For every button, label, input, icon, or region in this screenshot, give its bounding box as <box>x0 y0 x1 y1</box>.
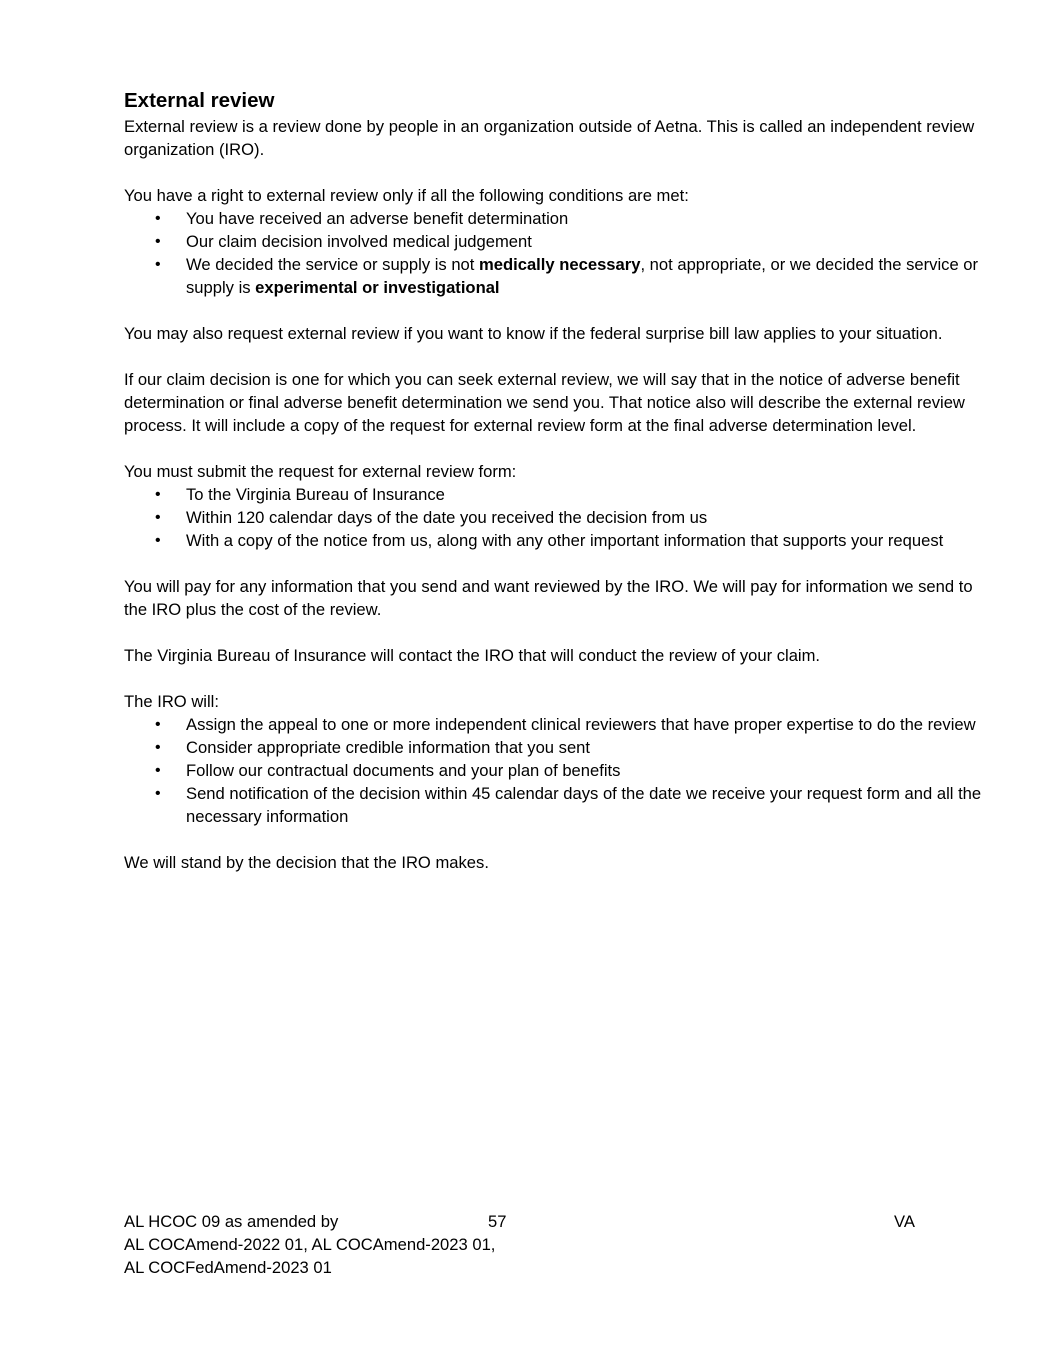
intro-paragraph: External review is a review done by people in an organization outside of Aetna. This is called an independent review organization (IRO). <box>124 117 975 159</box>
closing-paragraph: We will stand by the decision that the IRO makes. <box>124 853 489 872</box>
document-page <box>124 87 992 897</box>
list-item: • Within 120 calendar days of the date you received the decision from us <box>186 506 992 529</box>
iro-list <box>124 713 992 828</box>
page-number: 57 <box>488 1212 507 1231</box>
footer-form-line-1: AL HCOC 09 as amended by <box>124 1212 339 1231</box>
condition-text: , not appropriate, or we decided the service or supply is <box>186 255 979 297</box>
list-item: • Follow our contractual documents and your plan of benefits <box>186 759 992 782</box>
list-item: • Consider appropriate credible information that you sent <box>186 736 992 759</box>
payment-paragraph: You will pay for any information that you send and want reviewed by the IRO. We will pay for information we send to the IRO plus the cost of the review. <box>124 577 973 619</box>
list-item: • Our claim decision involved medical judgement <box>186 230 992 253</box>
list-item: • Assign the appeal to one or more independent clinical reviewers that have proper expertise to do the review <box>186 713 992 736</box>
conditions-list <box>124 207 992 299</box>
bureau-paragraph: The Virginia Bureau of Insurance will contact the IRO that will conduct the review of your claim. <box>124 646 821 665</box>
iro-lead: The IRO will: <box>124 692 219 711</box>
list-item <box>186 253 992 299</box>
footer-form-line-2: AL COCAmend-2022 01, AL COCAmend-2023 01, <box>124 1235 496 1254</box>
list-item: • Send notification of the decision within 45 calendar days of the date we receive your request form and all the necessary information <box>186 782 992 828</box>
section-heading: External review <box>124 89 275 112</box>
bold-term-experimental: experimental or investigational <box>255 278 500 297</box>
submit-lead: You must submit the request for external review form: <box>124 462 517 481</box>
footer-form-line-3: AL COCFedAmend-2023 01 <box>124 1258 332 1277</box>
list-item: • To the Virginia Bureau of Insurance <box>186 483 992 506</box>
page-footer <box>124 1210 944 1279</box>
list-item: • With a copy of the notice from us, along with any other important information that supports your request <box>186 529 992 552</box>
surprise-bill-paragraph: You may also request external review if you want to know if the federal surprise bill law applies to your situation. <box>124 324 943 343</box>
state-code: VA <box>894 1212 915 1231</box>
conditions-lead: You have a right to external review only if all the following conditions are met: <box>124 186 689 205</box>
notice-paragraph: If our claim decision is one for which you can seek external review, we will say that in the notice of adverse benefit determination or final adverse benefit determination we send you. That notice also will describe the external review process. It will include a copy of the request for external review form at the final adverse determination level. <box>124 370 965 435</box>
list-item: • You have received an adverse benefit determination <box>186 207 992 230</box>
condition-text: We decided the service or supply is not <box>186 255 479 274</box>
bold-term-medically-necessary: medically necessary <box>479 255 641 274</box>
submit-list <box>124 483 992 552</box>
